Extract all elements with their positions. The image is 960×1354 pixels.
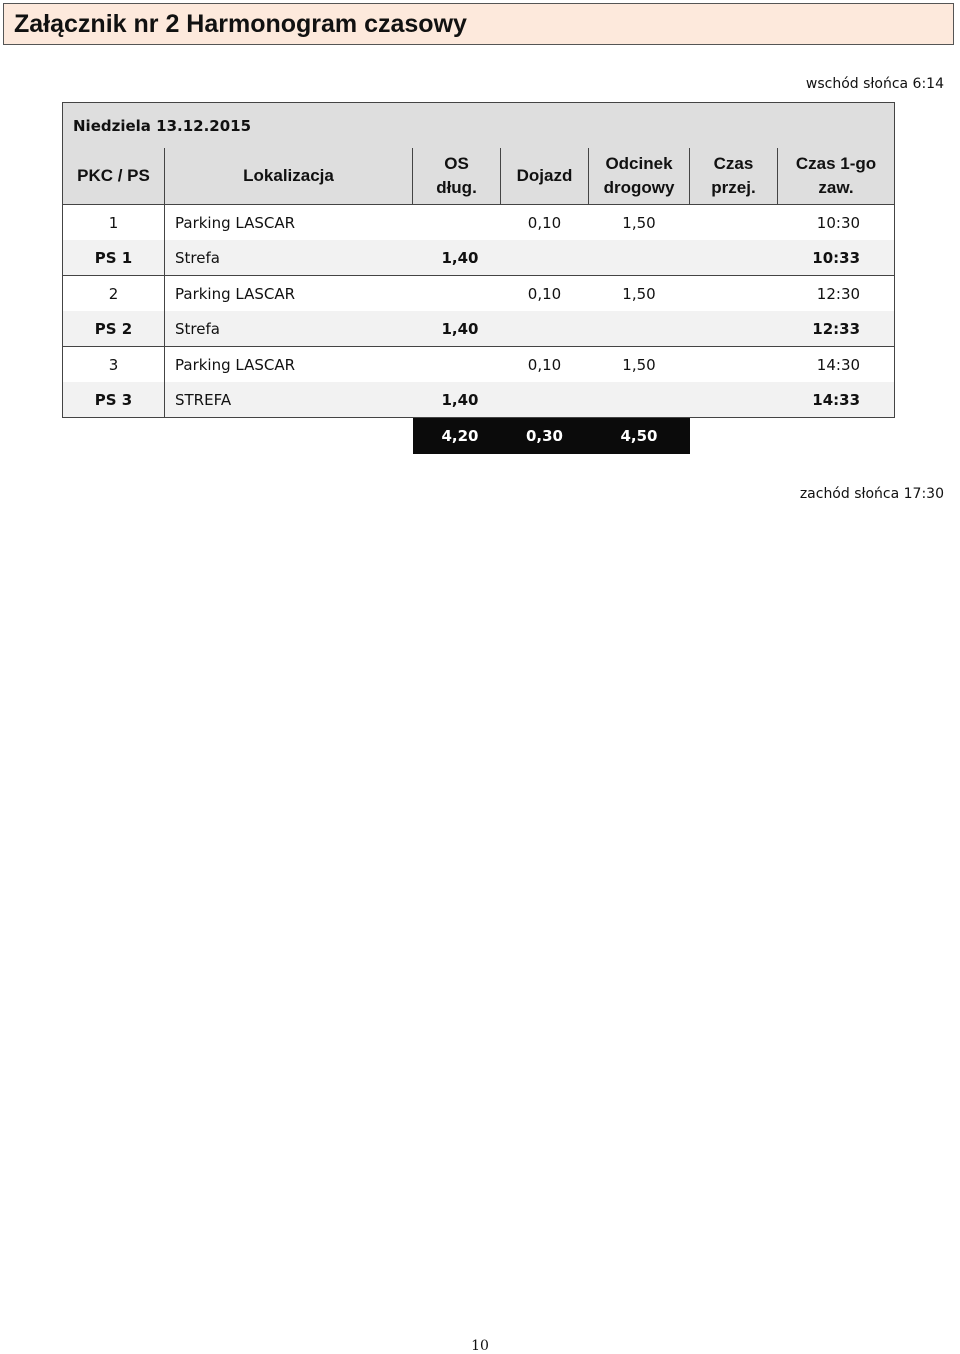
cell-czas-przej — [690, 240, 778, 276]
sunrise-time: wschód słońca 6:14 — [805, 76, 944, 92]
cell-odcinek — [589, 240, 690, 276]
cell-pkc: 3 — [63, 347, 165, 383]
schedule-table — [62, 102, 895, 454]
cell-odcinek — [589, 382, 690, 418]
table-row — [63, 276, 895, 312]
cell-os: 1,40 — [413, 382, 501, 418]
cell-odcinek: 1,50 — [622, 213, 656, 232]
cell-dojazd: 0,10 — [527, 213, 562, 232]
cell-pkc: 1 — [63, 205, 165, 241]
cell-czas-przej — [690, 311, 778, 347]
cell-os — [413, 347, 501, 383]
cell-lokalizacja: Strefa — [165, 311, 413, 347]
cell-czas-przej — [690, 382, 778, 418]
column-header-dojazd: Dojazd — [501, 148, 589, 205]
cell-dojazd — [501, 382, 589, 418]
cell-os — [413, 205, 501, 241]
totals-spacer — [165, 418, 413, 455]
document-title: Załącznik nr 2 Harmonogram czasowy — [3, 3, 954, 45]
column-header-lokalizacja: Lokalizacja — [165, 148, 413, 205]
day-header-row — [63, 103, 895, 149]
totals-spacer — [778, 418, 895, 455]
column-header-czas-przej: Czas przej. — [690, 148, 778, 205]
page-number: 10 — [471, 1338, 489, 1354]
column-header-row — [63, 148, 895, 205]
cell-os: 1,40 — [413, 311, 501, 347]
cell-lokalizacja: Parking LASCAR — [175, 213, 296, 232]
cell-czas-przej — [690, 276, 778, 312]
total-dojazd: 0,30 — [501, 418, 589, 455]
cell-pkc: PS 1 — [63, 240, 165, 276]
cell-czas-zaw: 10:33 — [778, 240, 895, 276]
totals-spacer — [63, 418, 165, 455]
table-row — [63, 382, 895, 418]
cell-pkc: PS 3 — [63, 382, 165, 418]
cell-os: 1,40 — [413, 240, 501, 276]
cell-czas-zaw: 10:30 — [778, 205, 895, 241]
sunset-time: zachód słońca 17:30 — [799, 486, 944, 502]
cell-czas-przej — [690, 347, 778, 383]
table-row — [63, 205, 895, 241]
cell-czas-zaw: 14:30 — [778, 347, 895, 383]
total-odcinek: 4,50 — [589, 418, 690, 455]
cell-odcinek: 1,50 — [622, 284, 656, 303]
cell-os — [413, 276, 501, 312]
day-header: Niedziela 13.12.2015 — [63, 103, 895, 149]
cell-czas-zaw: 12:30 — [778, 276, 895, 312]
cell-odcinek: 1,50 — [622, 355, 656, 374]
column-header-pkc: PKC / PS — [63, 148, 165, 205]
totals-spacer — [690, 418, 778, 455]
cell-dojazd: 0,10 — [527, 284, 562, 303]
totals-row — [63, 418, 895, 455]
column-header-odcinek: Odcinek drogowy — [589, 148, 690, 205]
table-row — [63, 240, 895, 276]
cell-czas-przej — [690, 205, 778, 241]
cell-odcinek — [589, 311, 690, 347]
column-header-os: OS dług. — [413, 148, 501, 205]
cell-pkc: PS 2 — [63, 311, 165, 347]
column-header-czas-zaw: Czas 1-go zaw. — [778, 148, 895, 205]
cell-pkc: 2 — [63, 276, 165, 312]
total-os: 4,20 — [413, 418, 501, 455]
cell-lokalizacja: STREFA — [165, 382, 413, 418]
table-row — [63, 311, 895, 347]
cell-dojazd — [501, 240, 589, 276]
cell-dojazd: 0,10 — [527, 355, 562, 374]
cell-lokalizacja: Parking LASCAR — [175, 284, 296, 303]
cell-lokalizacja: Strefa — [165, 240, 413, 276]
cell-czas-zaw: 14:33 — [778, 382, 895, 418]
cell-lokalizacja: Parking LASCAR — [175, 355, 296, 374]
cell-czas-zaw: 12:33 — [778, 311, 895, 347]
table-row — [63, 347, 895, 383]
cell-dojazd — [501, 311, 589, 347]
